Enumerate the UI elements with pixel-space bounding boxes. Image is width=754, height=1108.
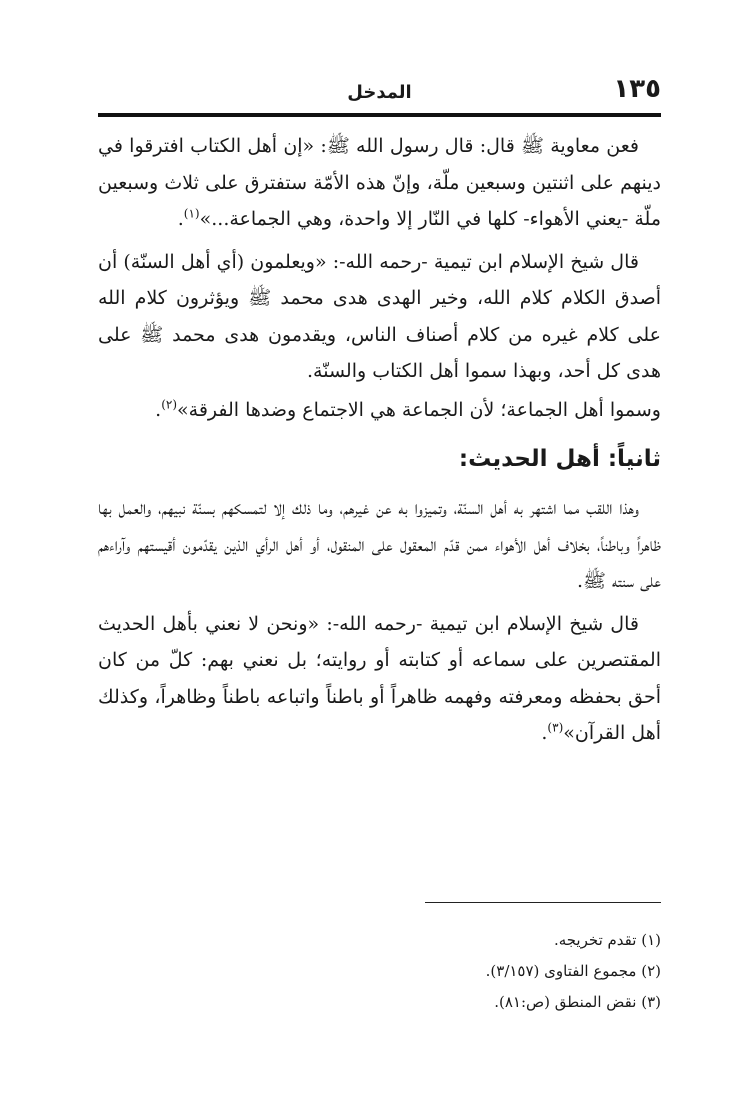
footnotes-list <box>98 925 661 1018</box>
main-text <box>98 128 661 758</box>
paragraph-end: . <box>177 208 184 230</box>
footnote-separator <box>425 902 661 903</box>
footnote-text: تقدم تخريجه. <box>553 931 637 949</box>
paragraph-end: . <box>155 398 162 421</box>
paragraph-text: فعن معاوية ﷺ قال: قال رسول الله ﷺ: «إن أهل الكتاب افترقوا في دينهم على اثنتين وسبعين ملّة، وإنّ هذه الأمّة ستفترق على ثلاث وسبعين ملّة -يعني الأهواء- كلها في النّار إلا واحدة، وهي الجماعة...» <box>98 135 661 230</box>
paragraph-text: قال شيخ الإسلام ابن تيمية -رحمه الله-: «ونحن لا نعني بأهل الحديث المقتصرين على سماعه أو كتابته أو روايته؛ بل نعني بهم: كلّ من كان أحق بحفظه ومعرفته وفهمه ظاهراً أو باطناً واتباعه باطناً وظاهراً، وكذلك أهل القرآن» <box>98 612 661 744</box>
paragraph-text: قال شيخ الإسلام ابن تيمية -رحمه الله-: «ويعلمون (أي أهل السنّة) أن أصدق الكلام كلام الله، وخير الهدى هدى محمد ﷺ ويؤثرون كلام الله على كلام غيره من كلام أصناف الناس، ويقدمون هدى محمد ﷺ على هدى كل أحد، وبهذا سموا أهل الكتاب والسنّة. <box>98 250 661 382</box>
paragraph-end: . <box>541 722 548 744</box>
footnote-text: مجموع الفتاوى (٣/١٥٧). <box>485 962 637 980</box>
page-number: ١٣٥ <box>613 74 661 104</box>
footnote-number: (٢) <box>641 962 661 980</box>
paragraph-jamaa <box>98 392 661 429</box>
footnote-item <box>98 925 661 956</box>
footnote-marker[interactable]: (٢) <box>161 397 178 412</box>
page-header <box>98 70 661 104</box>
footnote-number: (٣) <box>641 993 661 1011</box>
footnote-item <box>98 987 661 1018</box>
footnote-item <box>98 956 661 987</box>
footnote-number: (١) <box>641 931 661 949</box>
running-title: المدخل <box>347 82 412 103</box>
paragraph-ibn-taymiyya-2 <box>98 606 661 752</box>
paragraph-ibn-taymiyya-1 <box>98 244 661 390</box>
header-rule <box>98 113 661 117</box>
footnote-text: نقض المنطق (ص:٨١). <box>494 993 637 1011</box>
footnote-marker[interactable]: (٣) <box>547 720 564 735</box>
footnote-marker[interactable]: (١) <box>183 206 200 221</box>
paragraph-text: وسموا أهل الجماعة؛ لأن الجماعة هي الاجتماع وضدها الفرقة» <box>177 398 661 421</box>
paragraph-ahl-hadith <box>98 490 661 600</box>
paragraph-hadith <box>98 128 661 238</box>
paragraph-text: وهذا اللقب مما اشتهر به أهل السنّة، وتميزوا به عن غيرهم، وما ذلك إلا لتمسكهم بسنّة نبيهم، والعمل بها ظاهراً وباطناً، بخلاف أهل الأهواء ممن قدّم المعقول على المنقول، أو أهل الرأي الذين يقدّمون أقيستهم وآراءهم على سنته ﷺ. <box>98 497 661 592</box>
section-heading: ثانياً: أهل الحديث: <box>458 446 661 472</box>
